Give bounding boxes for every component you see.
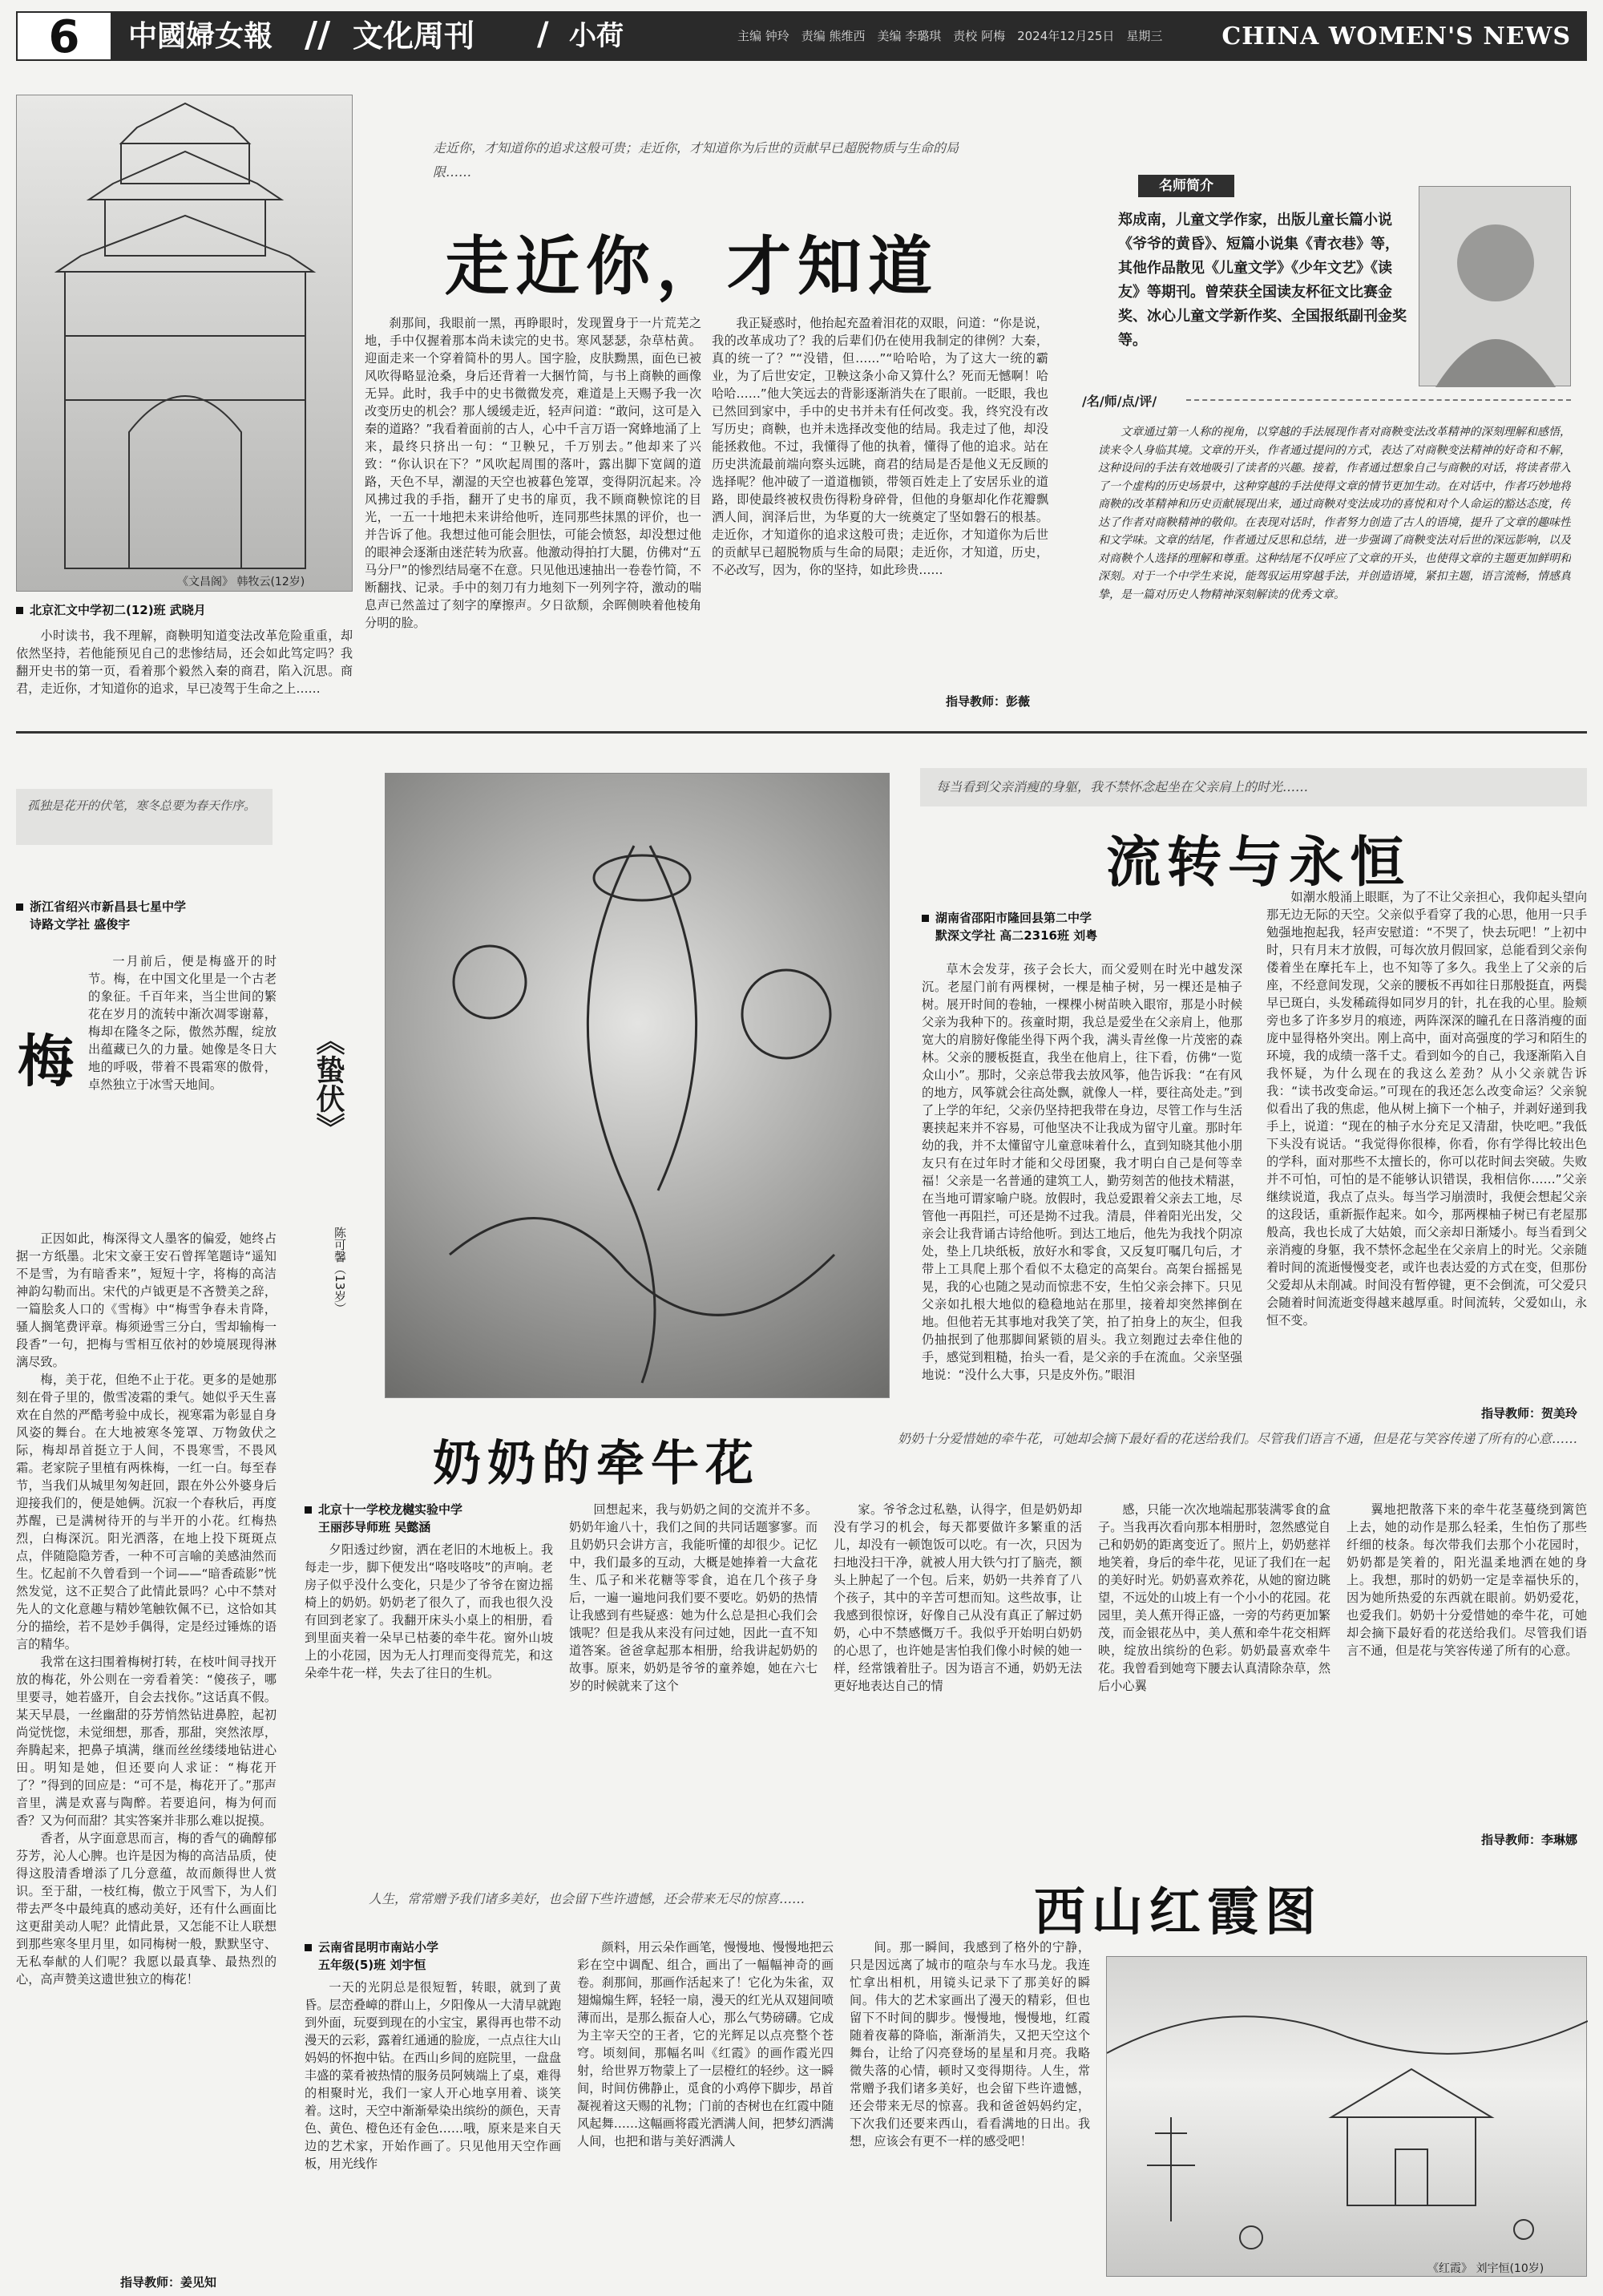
article5-col1: 夕阳透过纱窗，洒在老旧的木地板上。我每走一步，脚下便发出“咯吱咯吱”的声响。老房子似乎没什么变化，只是少了爷爷在窗边摇椅上的奶奶。奶奶老了很久了，而我也很久没有回到老家了。我翻开床头小桌上的相册，看到里面夹着一朵早已枯萎的牵牛花。窗外山坡上的小花园，因为无人打理而变得荒芜，和这朵牵牛花一样，失去了往日的生机。 — [305, 1542, 553, 1680]
article4-col1: 草木会发芽，孩子会长大，而父爱则在时光中越发深沉。老屋门前有两棵树，一棵是柚子树，另一棵还是柚子树。展开时间的卷轴，一棵棵小树苗映入眼帘，那是小时候父亲为我种下的。孩童时期，我总是爱坐在父亲肩上，他那宽大的肩膀好像能坐得下两个我，满头青丝像一片茂密的森林。父亲的腰板挺直，我坐在他肩上，往下看，仿佛“一览众山小”。那时，父亲总带我去放风筝，他告诉我：“在有风的地方，风筝就会往高处飘，就像人一样，要往高处走。”到了上学的年纪，父亲仍坚持把我带在身边，尽管工作与生活裹挟起来并不容易，可他坚决不让我成为留守儿童。那时年幼的我，并不太懂留守儿童意味着什么，直到知晓其他小朋友只有在过年时才能和父母团聚，我才明白自己是何等幸福！父亲是一名普通的建筑工人，勤劳刻苦的他技术精湛，在当地可谓家喻户晓。放假时，我总爱跟着父亲去工地，尽管他一再阻拦，可还是拗不过我。清晨，伴着阳光出发，父亲会让我背诵古诗给他听。到达工地后，他先为我找个阴凉处，垫上几块纸板，放好水和零食，又反复叮嘱几句后，才带上工具爬上那个看似不太稳定的高架台。高架台摇摇晃晃，我的心也随之晃动而惊悲不安，生怕父亲会摔下。只见父亲如扎根大地似的稳稳地站在那里，接着却突然摔倒在地。但他若无其事地对我笑了笑，拍了拍身上的灰尘，但我仍抽抿到了他那脚间紧锁的眉头。我立刻跑过去牵住他的手，感觉到粗糙，抬头一看，是父亲的手在流血。父亲坚强地说：“没什么大事，只是皮外伤。”眼泪 — [922, 962, 1242, 1382]
bullet-icon — [305, 1944, 312, 1951]
article2-lead: 孤独是花开的伏笔，寒冬总要为春天作序。 — [27, 798, 256, 813]
article6-lead: 人生，常常赠予我们诸多美好，也会留下些许遗憾，还会带来无尽的惊喜…… — [369, 1891, 806, 1906]
article4-lead: 每当看到父亲消瘦的身躯，我不禁怀念起坐在父亲肩上的时光…… — [936, 779, 1309, 794]
mentor-bio: 郑成南，儿童文学作家，出版儿童长篇小说《爷爷的黄昏》、短篇小说集《青衣巷》等，其他作品散见《儿童文学》《少年文艺》《读友》等期刊。曾荣获全国读友杯征文比赛金奖、冰心儿童文学新作奖、全国报纸副刊金奖等。 — [1118, 212, 1407, 349]
slash-icon: / — [537, 16, 549, 53]
article2-p1: 一月前后，便是梅盛开的时节。梅，在中国文化里是一个古老的象征。千百年来，当尘世间的繁花在岁月的流转中渐次凋零谢幕，梅却在隆冬之际，傲然苏醒，绽放出蕴藏已久的力量。她像是冬日大地的呼吸，带着不畏霜寒的傲骨，卓然独立于冰雪天地间。 — [88, 954, 277, 1092]
article2-body: 正因如此，梅深得文人墨客的偏爱，她终占据一方纸墨。北宋文豪王安石曾挥笔题诗“遥知不是雪，为有暗香来”，短短十字，将梅的高洁神韵勾勒而出。宋代的卢钺更是不吝赞美之辞，一篇脍炙人口的《雪梅》中“梅雪争春未肯降，骚人搁笔费评章。梅须逊雪三分白，雪却输梅一段香”一句，把梅与雪相互依衬的妙境展现得淋漓尽致。 梅，美于花，但绝不止于花。更多的是她那刻在骨子里的，傲雪凌霜的秉气。她似乎天生喜欢在自然的严酷考验中成长，视寒霜为彰显自身风姿的舞台。在大地被寒冬笼罩、万物敛伏之际，梅却昂首挺立于人间，不畏寒雪，不畏风霜。老家院子里植有两株梅，一红一白。每至春节，当我们从城里匆匆赶回，跟在外公外婆身后迎接我们的，便是她俩。沉寂一个春秋后，再度苏醒，已是满树待开的与半开的小花。红梅热烈，白梅深沉。阳光洒落，在地上投下斑斑点点，伴随隐隐芳香，一种不可言喻的美感油然而生。忆起前不久曾看到一个词——“暗香疏影”恍然发觉，这不正契合了此情此景吗？心中不禁对先人的文化意趣与精妙笔触钦佩不已，这恰如其分的描绘，若不是妙手偶得，定是经过锤炼的语言的精华。 我常在这扫围着梅树打转，在枝叶间寻找开放的梅花，外公则在一旁看着笑：“傻孩子，哪里要寻，她若盛开，自会去找你。”这话真不假。某天早晨，一丝幽甜的芬芳悄然钻进鼻腔，起初尚觉恍惚，未觉细想，那香，那甜，突然浓厚，奔腾起来，把鼻子填满，继而丝丝缕缕地钻进心田。明知是她，但还要向人求证：“梅花开了？”得到的回应是：“可不是，梅花开了。”那声音里，满是欢喜与陶醉。若要追问，梅为何而香？又为何而甜？其实答案并非那么难以捉摸。 香者，从字面意思而言，梅的香气的确醇郁芬芳，沁人心脾。也许是因为梅的高洁品质，使得这股清香增添了几分意蕴，故而颇得世人赏识。至于甜，一枝红梅，傲立于风雪下，为人们带去严冬中最纯真的感动美好，还有什么画面比这更甜美动人呢？此情此景，又怎能不让人联想到那些寒冬里月里，如同梅树一般，默默坚守、无私奉献的人们呢？我愿以最真挚、最热烈的心，高声赞美这遗世独立的梅花！ — [16, 1231, 277, 1987]
mentor-heading: 名师简介 — [1138, 175, 1234, 197]
article6-byline: 云南省昆明市南站小学 五年级(5)班 刘宇恒 — [305, 1938, 438, 1974]
column-name: 文化周刊 — [353, 18, 475, 54]
article2-lead-box — [16, 789, 273, 845]
review-heading: /名/师/点/评/ — [1082, 394, 1157, 409]
paper-name: 中國婦女報 — [128, 19, 273, 53]
article4-teacher: 指导教师：贺美玲 — [1481, 1406, 1578, 1421]
article5-col5: 翼地把散落下来的牵牛花茎蔓绕到篱笆上去，她的动作是那么轻柔，生怕伤了那些纤细的枝条。每次带我们去那个小花园时，奶奶都是笑着的，阳光温柔地洒在她的身上。我想，那时的奶奶一定是幸福快乐的，因为她所热爱的东西就在眼前。奶奶爱花，也爱我们。奶奶十分爱惜她的牵牛花，可她却会摘下最好看的花送给我们。尽管我们语言不通，但是花与笑容传递了所有的心意。 — [1347, 1502, 1587, 1658]
page-header — [16, 11, 1587, 61]
article1-lead: 走近你，才知道你的追求这般可贵；走近你，才知道你为后世的贡献早已超脱物质与生命的局限…… — [433, 140, 959, 180]
article5-col3: 家。爷爷念过私塾，认得字，但是奶奶却没有学习的机会，每天都要做许多繁重的活儿，却没有一顿饱饭可以吃。有一次，只因为扫地没扫干净，就被人用大铁勺打了脑壳，额头上肿起了一个包。后来，奶奶一共养育了八个孩子，其中的辛苦可想而知。这些故事，让我感到很惊讶，好像自己从没有真正了解过奶奶，心中不禁感慨万千。我似乎开始明白奶奶的心思了，也许她是害怕我们像小时候的她一样，经常饿着肚子。因为语言不通，奶奶无法更好地表达自己的情 — [834, 1502, 1082, 1693]
article6-col1: 一天的光阴总是很短暂，转眼，就到了黄昏。层峦叠嶂的群山上，夕阳像从一大清早就跑到外面，玩耍到现在的小宝宝，累得再也带不动漫天的云彩，露着红通通的脸庞，一点点往大山妈妈的怀抱中钻。在西山乡间的庭院里，一盘盘丰盛的菜肴被热情的服务员阿姨端上了桌，难得的相聚时光，我们一家人开心地享用着、谈笑着。这时，天空中渐渐晕染出缤纷的颜色，天青色、黄色、橙色还有金色……哦，原来是来自天边的艺术家，开始作画了。只见他用天空作画板，用光线作 — [305, 1980, 561, 2171]
article4-title: 流转与永恒 — [1106, 831, 1411, 895]
mentor-portrait — [1419, 186, 1571, 386]
header-divider-icon: // — [305, 14, 331, 55]
byline-text: 北京汇文中学初二(12)班 武晓月 — [30, 603, 206, 617]
review-divider — [1186, 399, 1571, 401]
bullet-icon — [305, 1506, 312, 1514]
article5-title: 奶奶的牵牛花 — [433, 1436, 760, 1492]
artwork-painting — [385, 773, 890, 1398]
page-number: 6 — [16, 11, 112, 61]
article6-title: 西山红霞图 — [1034, 1882, 1322, 1942]
subcolumn-name: 小荷 — [569, 20, 624, 52]
sunset-drawing — [1106, 1956, 1587, 2277]
article5-byline: 北京十一学校龙樾实验中学 王丽莎导师班 吴懿涵 — [305, 1501, 462, 1536]
artwork-artist: 陈可馨（13岁） — [333, 1227, 347, 1315]
article1-byline — [16, 601, 206, 619]
bullet-icon — [16, 903, 23, 911]
article1-col3: 我正疑惑时，他抬起充盈着泪花的双眼，问道：“你是说，我的改革成功了？我的后辈们仍在使用我制定的律例？大秦，真的统一了？”“没错，但……”“哈哈哈，为了这大一统的霸业，为了后世安定，卫鞅这条小命又算什么？死而无憾啊！哈哈哈……”他大笑远去的背影逐渐消失在了眼前。一眨眼，我也已然回到家中，手中的史书并未有任何改变。我，终究没有改写历史；商鞅，也并未选择改变他的结局。我走过了他，却没能拯救他。不过，我懂得了他的执着，懂得了他的追求。站在历史洪流最前端向察头远眺，商君的结局是否是他义无反顾的选择呢？他冲破了一道道枷锁，带领百姓走上了安居乐业的道路，即使最终被权贵伤得粉身碎骨，但他的身躯却化作花瓣飘洒人间，润泽后世，为华夏的大一统奠定了坚如磐石的根基。走近你，才知道你的追求这般可贵；走近你，才知道你为后世的贡献早已超脱物质与生命的局限；走近你，才知道，历史，不必改写，因为，你的坚持，如此珍贵…… — [712, 316, 1048, 577]
english-name: CHINA WOMEN'S NEWS — [1221, 22, 1571, 51]
article4-byline: 湖南省邵阳市隆回县第二中学 默深文学社 高二2316班 刘粤 — [922, 909, 1097, 944]
editors-line: 主编 钟玲 责编 熊维西 美编 李璐琪 责校 阿梅 2024年12月25日 星期三 — [737, 29, 1163, 43]
article1-teacher: 指导教师：彭薇 — [946, 694, 1031, 709]
drawing-caption: 《红霞》 刘宇恒(10岁) — [1427, 2262, 1544, 2275]
article4-col2: 如潮水般涌上眼眶，为了不让父亲担心，我仰起头望向那无边无际的天空。父亲似乎看穿了我的心思，他用一只手勉强地抱起我，轻声安慰道：“不哭了，快去玩吧！”上初中时，只有月末才放假，可每次放月假回家，总能看到父亲佝偻着坐在摩托车上，也不知等了多久。我坐上了父亲的后座，不经意间发现，父亲的腰板不再如往日那般挺直，两鬓早已斑白，头发稀疏得如同岁月的针，扎在我的心里。脸颊旁也多了许多岁月的痕迹，两阵深深的瞳孔在日落消瘦的面庞中显得格外突出。刚上高中，面对高强度的学习和陌生的环境，我的成绩一落千丈。看到如今的自己，我逐渐陷入自我怀疑，为什么现在的我这么差劲？从小父亲就告诉我：“读书改变命运。”可现在的我还怎么改变命运？父亲貌似看出了我的焦虑，他从树上摘下一个柚子，并剥好递到我手上，说道：“现在的柚子水分充足又清甜，快吃吧。”我低下头没有说话。“我觉得你很棒，你看，你有学得比较出色的学科，面对那些不太擅长的，你可以花时间去突破。失败并不可怕，可怕的是不能够认识错误，我相信你……”父亲继续说道，我点了点头。每当学习崩溃时，我便会想起父亲的这段话，重新振作起来。如今，那两棵柚子树已有老屋那般高，我也长成了大姑娘，而父亲却日渐矮小。每当看到父亲消瘦的身躯，我不禁怀念起坐在父亲肩上的时光。父亲随着时间的流逝慢慢变老，或许也表达爱的方式在变，但那份父爱却从未削减。时间没有暂停键，更不会倒流，可父爱只会随着时间流逝变得越来越厚重。时间流转，父爱如山，永恒不变。 — [1266, 890, 1587, 1328]
article2-byline: 浙江省绍兴市新昌县七星中学 诗路文学社 盛俊宇 — [16, 898, 186, 933]
article1-title: 走近你，才知道 — [445, 228, 939, 304]
photo-caption: 《文昌阁》 韩牧云(12岁) — [177, 576, 305, 588]
article5-teacher: 指导教师：李琳娜 — [1481, 1833, 1578, 1847]
pavilion-sketch-icon — [17, 95, 353, 592]
village-sunset-icon — [1107, 1957, 1588, 2278]
article6-col3: 间。那一瞬间，我感到了格外的宁静，只是因远离了城市的喧杂与车水马龙。我连忙拿出相机，用镜头记录下了那美好的瞬间。伟大的艺术家画出了漫天的精彩，但也留下不时间的脚步。慢慢地，慢慢地，红霞随着夜幕的降临，渐渐消失，又把天空这个舞台，让给了闪亮登场的星星和月亮。我略微失落的心情，顿时又变得期待。人生，常常赠予我们诸多美好，也会留下些许遗憾，还会带来无尽的惊喜。我和爸爸妈妈约定，下次我们还要来西山，看看满地的日出。我想，应该会有更不一样的感受吧！ — [850, 1940, 1090, 2148]
article2-teacher: 指导教师：姜见知 — [120, 2275, 217, 2290]
article5-col4: 感，只能一次次地端起那装满零食的盒子。当我再次看向那本相册时，忽然感觉自己和奶奶的距离变近了。照片上，奶奶慈祥地笑着，身后的牵牛花，见证了我们在一起的美好时光。奶奶喜欢养花，从她的窗边眺望，不远处的山坡上有一个小小的花园。花园里，美人蕉开得正盛，一旁的芍药更加繁茂，而金银花丛中，美人蕉和牵牛花交相辉映，绽放出缤纷的色彩。奶奶最喜欢牵牛花。我曾看到她弯下腰去认真清除杂草，然后小心翼 — [1098, 1502, 1330, 1693]
abstract-painting-icon — [386, 774, 890, 1399]
section-divider — [16, 731, 1587, 734]
person-icon — [1419, 187, 1572, 387]
article1-col2: 刹那间，我眼前一黑，再睁眼时，发现置身于一片荒芜之地，手中仅握着那本尚未读完的史书。寒风瑟瑟，杂草枯黄。迎面走来一个穿着简朴的男人。国字脸，皮肤黝黑，面色已被风吹得略显沧桑，身后还背着一大捆竹简，与书上商鞅的画像无异。此时，我手中的史书微微发亮，难道是上天赐予我一次改变历史的机会？那人缓缓走近，轻声问道：“敢问，这可是入秦的道路？”我看着面前的古人，心中千言万语一窝蜂地涌了上来，最终只挤出一句：“卫鞅兄，千万别去。”他却来了兴致：“你认识在下？”风吹起周围的落叶，露出脚下宽阔的道路，天色不早，潮湿的天空也被暮色笼罩，变得阴沉起来。冷风拂过我的手指，翻开了史书的扉页，我不顾商鞅惊诧的目光，一五一十地把未来讲给他听，连同那些抹黑的评价，也一并告诉了他。我想过他可能会胆怯，可能会愤怒，却没想过他的眼神会逐渐由迷茫转为欣喜。他激动得拍打大腿，仿佛对“五马分尸”的惨烈结局毫不在意。只见他迅速抽出一卷卷竹简，不断翻找、记录。手中的刻刀有力地刻下一列列字符，激动的喘息声已然盖过了刻字的摩擦声。夕日欲颓，余晖侧映着他棱角分明的脸。 — [365, 316, 701, 630]
article5-lead: 奶奶十分爱惜她的牵牛花，可她却会摘下最好看的花送给我们。尽管我们语言不通，但是花与笑容传递了所有的心意…… — [898, 1431, 1578, 1446]
article4-lead-box — [920, 768, 1587, 806]
bullet-icon — [16, 607, 23, 614]
review-text: 文章通过第一人称的视角，以穿越的手法展现作者对商鞅变法改革精神的深刻理解和感悟，读来令人身临其境。文章的开头，作者通过提问的方式，表达了对商鞅变法精神的好奇和不解，这种设问的手法有效地吸引了读者的兴趣。接着，作者通过想象自己与商鞅的对话，将读者带入了一个虚构的历史场景中，这种穿越的手法使得文章的情节更加生动。在对话中，作者巧妙地将商鞅的改革精神和历史贡献展现出来，通过商鞅对变法成功的喜悦和对个人命运的豁达态度，传达了作者对商鞅精神的敬仰。在表现对话时，作者努力创造了古人的语境，提升了文章的趣味性和文学味。文章的结尾，作者通过反思和总结，进一步强调了商鞅变法对后世的深远影响，以及对商鞅个人选择的理解和尊重。这种结尾不仅呼应了文章的开头，也使得文章的主题更加鲜明和深刻。对于一个中学生来说，能驾驭运用穿越手法，并创造语境，紧扣主题，语言流畅，情感真挚，是一篇对历史人物精神深刻解读的优秀文章。 — [1098, 426, 1571, 601]
bullet-icon — [922, 915, 929, 922]
article6-col2: 颜料，用云朵作画笔，慢慢地、慢慢地把云彩在空中调配、组合，画出了一幅幅神奇的画卷。刹那间，那画作活起来了！它化为朱雀，双翅煽煽生辉，轻轻一扇，漫天的红光从双翅间喷薄而出，是那么振奋人心，那么气势磅礴。它成为主宰天空的王者，它的光辉足以点亮整个苍穹。顷刻间，那幅名叫《红霞》的画作霞光四射，给世界万物蒙上了一层橙红的轻纱。这一瞬间，时间仿佛静止，觅食的小鸡停下脚步，昂首凝视着这天赐的礼物；门前的杏树也在红霞中随风起舞……这幅画将霞光洒满人间，把梦幻洒满人间，也把和谐与美好洒满人 — [577, 1940, 834, 2148]
pavilion-drawing — [16, 95, 353, 592]
article5-col2: 回想起来，我与奶奶之间的交流并不多。奶奶年逾八十，我们之间的共同话题寥寥。而且奶奶只会讲方言，我能听懂的却很少。记忆中，我们最多的互动，大概是她捧着一大盒花生、瓜子和米花糖等零食，追在几个孩子身后，一遍一遍地问我们要不要吃。奶奶的热情让我感到有些疑惑：她为什么总是担心我们会饿呢？但是我从来没有问过她，因此一直不知道答案。爸爸拿起那本相册，给我讲起奶奶的故事。原来，奶奶是爷爷的童养媳，她在六七岁的时候就来了这个 — [569, 1502, 818, 1693]
article1-col1: 小时读书，我不理解，商鞅明知道变法改革危险重重，却依然坚持，若他能预见自己的悲惨结局，还会如此笃定吗？我翻开史书的第一页，看着那个毅然入秦的商君，陷入沉思。商君，走近你，才知道你的追求，早已凌驾于生命之上…… — [16, 629, 353, 696]
article2-title: 梅 — [18, 1028, 80, 1094]
artwork-title: 《蛰伏》 — [312, 1026, 345, 1142]
